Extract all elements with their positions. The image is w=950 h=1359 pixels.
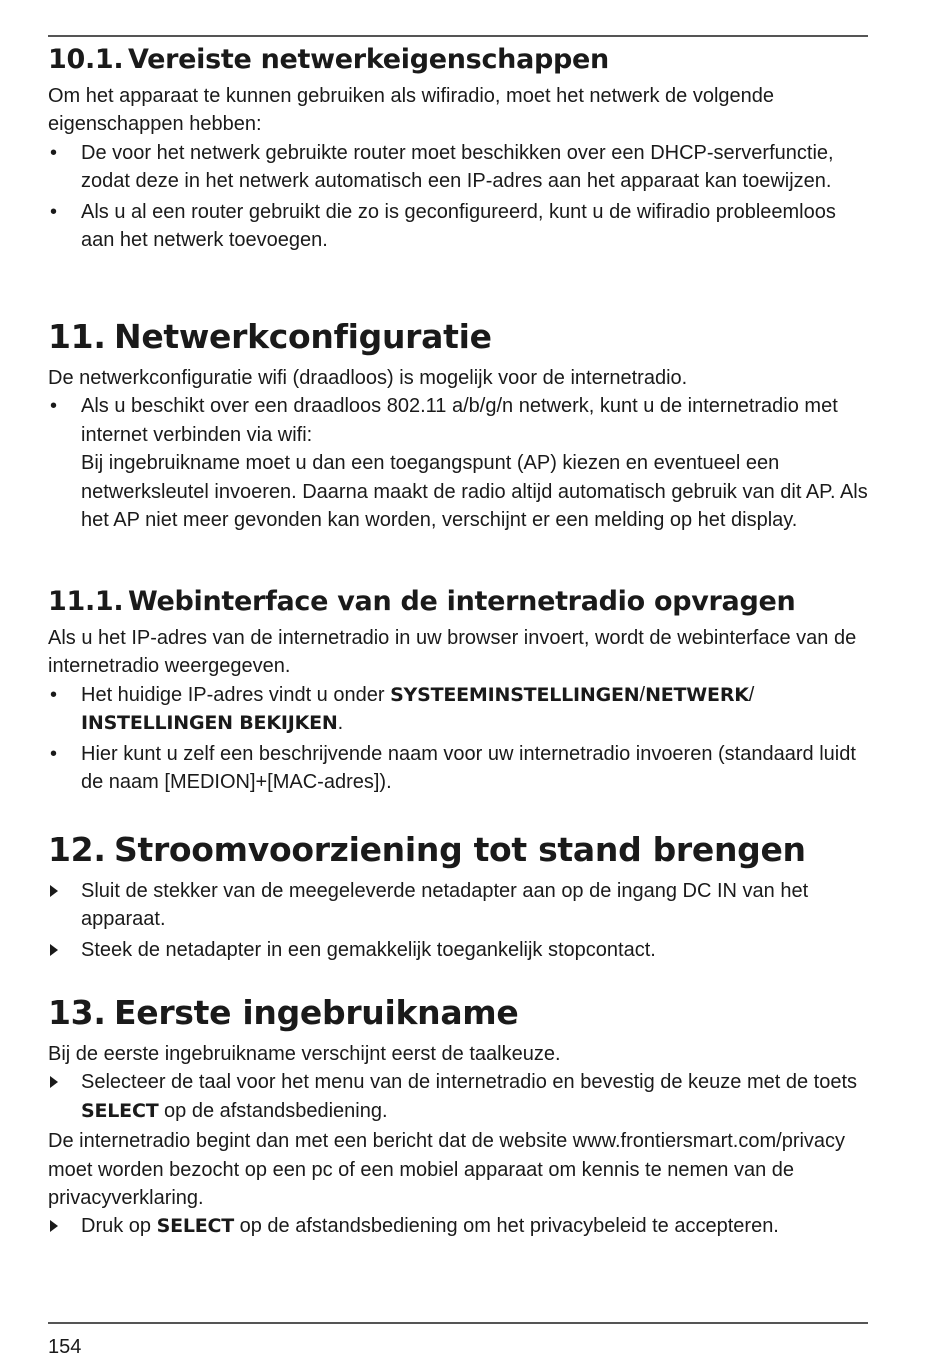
bullet-list xyxy=(48,392,868,534)
triangle-right-icon xyxy=(50,885,58,897)
bullet-list xyxy=(48,139,868,255)
section-heading xyxy=(48,42,868,78)
chapter-title: Netwerkconfiguratie xyxy=(114,317,492,356)
section-title: Vereiste netwerkeigenschappen xyxy=(128,44,609,75)
chapter-number: 13. xyxy=(48,993,106,1032)
section-12 xyxy=(48,829,868,966)
key-label: SELECT xyxy=(156,1215,235,1238)
list-item xyxy=(48,139,868,196)
intro-paragraph: De netwerkconfiguratie wifi (draadloos) is mogelijk voor de internetradio. xyxy=(48,367,688,389)
section-heading xyxy=(48,584,868,620)
chapter-number: 11. xyxy=(48,317,106,356)
section-13 xyxy=(48,992,868,1243)
top-rule xyxy=(48,35,868,37)
chapter-heading xyxy=(48,992,868,1034)
bullet-icon: • xyxy=(50,742,58,765)
page-number: 154 xyxy=(48,1336,82,1358)
menu-path-label: NETWERK xyxy=(645,683,749,706)
instruction-item xyxy=(48,936,868,964)
instruction-item xyxy=(48,1212,868,1240)
instruction-text: Druk op xyxy=(81,1215,157,1238)
key-label: SELECT xyxy=(81,1099,159,1122)
instruction-text: Steek de netadapter in een gemakkelijk toegankelijk stopcontact. xyxy=(81,938,656,961)
list-item-text: Het huidige IP-adres vindt u onder xyxy=(81,683,391,706)
list-item xyxy=(48,392,868,534)
intro-paragraph: Als u het IP-adres van de internetradio in uw browser invoert, wordt de webinterface van de internetradio weergegeven. xyxy=(48,627,857,678)
section-number: 11.1. xyxy=(48,586,124,617)
menu-path-label: INSTELLINGEN BEKIJKEN xyxy=(81,712,338,735)
list-item-text: Als u al een router gebruikt die zo is geconfigureerd, kunt u de wifiradio probleemloos aan het netwerk toevoegen. xyxy=(81,200,836,252)
list-item-continuation: Bij ingebruikname moet u dan een toegangspunt (AP) kiezen en eventueel een netwerksleutel invoeren. Daarna maakt de radio altijd automatisch gebruik van dit AP. Als het AP niet meer gevonden kan worden, verschijnt er een melding op het display. xyxy=(81,452,868,532)
list-item xyxy=(48,740,868,797)
section-11-1 xyxy=(48,584,868,798)
section-11 xyxy=(48,316,868,536)
path-separator: / xyxy=(639,683,646,706)
chapter-heading xyxy=(48,316,868,358)
instruction-item xyxy=(48,1068,868,1125)
instruction-list xyxy=(48,877,868,964)
list-item-text: . xyxy=(337,712,344,735)
section-10-1 xyxy=(48,42,868,256)
bullet-icon: • xyxy=(50,200,58,223)
section-title: Webinterface van de internetradio opvragen xyxy=(128,586,796,617)
bullet-icon: • xyxy=(50,141,58,164)
chapter-title: Eerste ingebruikname xyxy=(114,993,519,1032)
list-item-text: Als u beschikt over een draadloos 802.11 a/b/g/n netwerk, kunt u de internetradio met internet verbinden via wifi: xyxy=(81,395,838,446)
list-item-text: Hier kunt u zelf een beschrijvende naam voor uw internetradio invoeren (standaard luidt de naam [MEDION]+[MAC-adres]). xyxy=(81,742,856,794)
bullet-icon: • xyxy=(50,395,58,418)
bullet-list xyxy=(48,681,868,797)
list-item xyxy=(48,198,868,255)
instruction-text: op de afstandsbediening om het privacybeleid te accepteren. xyxy=(234,1215,779,1238)
bullet-icon: • xyxy=(50,683,58,706)
instruction-text: op de afstandsbediening. xyxy=(158,1099,388,1122)
instruction-text: Selecteer de taal voor het menu van de internetradio en bevestig de keuze met de toets xyxy=(81,1071,858,1094)
section-number: 10.1. xyxy=(48,44,124,75)
list-item-text: De voor het netwerk gebruikte router moet beschikken over een DHCP-serverfunctie, zodat deze in het netwerk automatisch een IP-adres aan het apparaat kan toewijzen. xyxy=(81,141,834,193)
triangle-right-icon xyxy=(50,944,58,956)
intro-paragraph: Bij de eerste ingebruikname verschijnt eerst de taalkeuze. xyxy=(48,1043,561,1065)
bottom-rule xyxy=(48,1322,868,1324)
intro-paragraph: Om het apparaat te kunnen gebruiken als wifiradio, moet het netwerk de volgende eigenschappen hebben: xyxy=(48,85,774,136)
instruction-list xyxy=(48,1212,868,1240)
instruction-text: Sluit de stekker van de meegeleverde netadapter aan op de ingang DC IN van het apparaat. xyxy=(81,880,809,931)
triangle-right-icon xyxy=(50,1076,58,1088)
chapter-heading xyxy=(48,829,868,871)
chapter-title: Stroomvoorziening tot stand brengen xyxy=(114,830,806,869)
body-paragraph: De internetradio begint dan met een bericht dat de website www.frontiersmart.com/privacy moet worden bezocht op een pc of een mobiel apparaat om kennis te nemen van de privacyverklaring. xyxy=(48,1130,846,1210)
path-separator: / xyxy=(748,683,755,706)
menu-path-label: SYSTEEMINSTELLINGEN xyxy=(390,683,640,706)
instruction-list xyxy=(48,1068,868,1125)
list-item xyxy=(48,681,868,738)
triangle-right-icon xyxy=(50,1220,58,1232)
chapter-number: 12. xyxy=(48,830,106,869)
instruction-item xyxy=(48,877,868,934)
